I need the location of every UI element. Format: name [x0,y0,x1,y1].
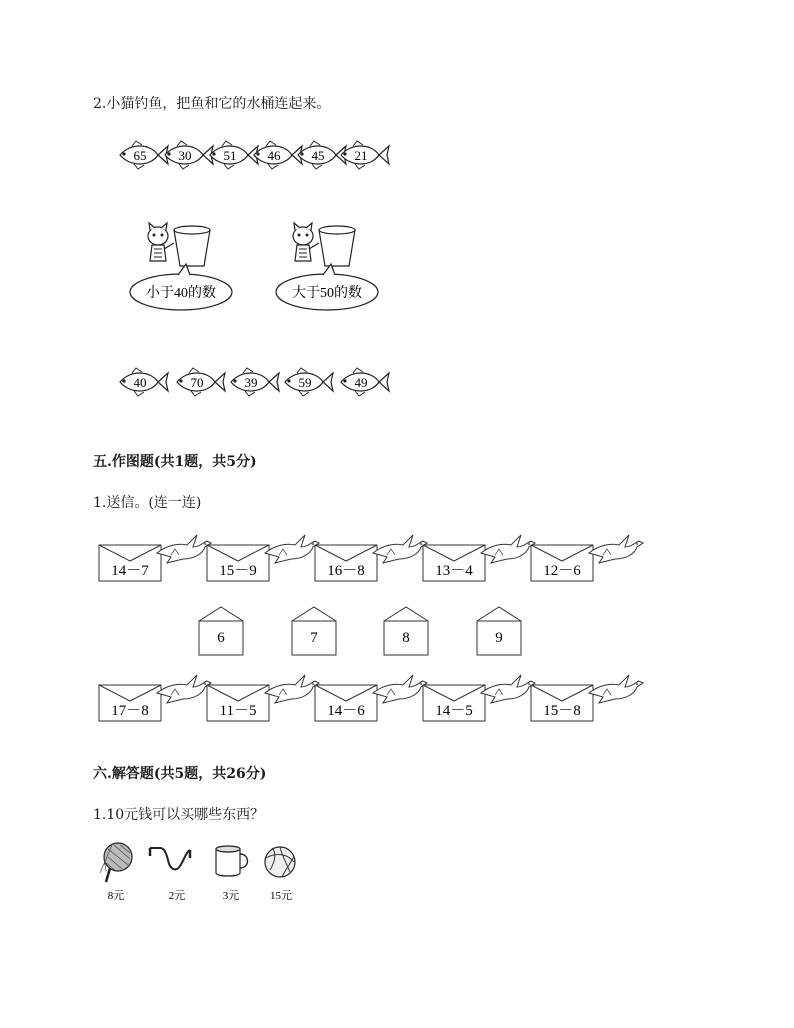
envelope-expression: 17－8 [111,703,149,719]
fish-number: 65 [133,148,147,163]
fish[interactable] [120,368,168,396]
house-number: 6 [217,630,225,646]
section-6-q1-text: 1.10元钱可以买哪些东西？ [93,807,265,823]
envelope-expression: 13－4 [435,563,473,579]
fish-top-row [120,141,389,169]
fish[interactable] [231,368,279,396]
fish-bottom-row [120,368,389,396]
cat-icon [148,223,174,261]
shop-items [100,843,295,902]
envelope-expression: 14－5 [435,703,473,719]
envelope-card[interactable] [315,675,427,721]
house[interactable] [199,607,243,655]
fish-number: 21 [354,148,368,163]
envelope-card[interactable] [423,535,535,581]
envelope-top-row [99,535,643,581]
price-label: 3元 [222,890,240,902]
fish-number: 30 [178,148,192,163]
jump-rope-icon[interactable] [150,848,190,869]
section-6-title: 六.解答题(共5题，共26分) [93,766,267,782]
price-label: 2元 [168,890,186,902]
fish-number: 46 [267,148,281,163]
envelope-card[interactable] [99,675,211,721]
volleyball-icon[interactable] [265,847,295,877]
envelope-expression: 14－7 [111,563,149,579]
envelope-card[interactable] [531,535,643,581]
racket-icon[interactable] [100,843,132,882]
house-row [199,607,521,655]
envelope-card[interactable] [423,675,535,721]
fish[interactable] [120,141,168,169]
envelope-card[interactable] [99,535,211,581]
fish[interactable] [341,368,389,396]
envelope-card[interactable] [207,535,319,581]
fish-number: 51 [223,148,237,163]
envelope-expression: 11－5 [219,703,257,719]
house-number: 9 [495,630,503,646]
fish-number: 40 [133,375,147,390]
cup-icon[interactable] [216,846,248,876]
envelope-card[interactable] [531,675,643,721]
cat-bucket-left[interactable] [130,223,232,310]
envelope-bottom-row [99,675,643,721]
cat-bucket-right[interactable] [276,223,378,310]
bucket-label: 大于50的数 [292,286,362,301]
fish-number: 70 [190,375,204,390]
bucket-icon [174,230,210,266]
fish[interactable] [341,141,389,169]
envelope-expression: 15－8 [543,703,581,719]
house-number: 8 [402,630,410,646]
price-label: 15元 [270,890,292,902]
envelope-expression: 14－6 [327,703,365,719]
price-label: 8元 [107,890,125,902]
fish[interactable] [254,141,302,169]
envelope-card[interactable] [207,675,319,721]
envelope-expression: 16－8 [327,563,365,579]
house[interactable] [384,607,428,655]
bucket-label: 小于40的数 [146,286,216,301]
fish[interactable] [177,368,225,396]
envelope-card[interactable] [315,535,427,581]
fish[interactable] [298,141,346,169]
envelope-expression: 12－6 [543,563,581,579]
fish-number: 49 [354,375,368,390]
fish-number: 45 [311,148,325,163]
fish[interactable] [165,141,213,169]
section-5-q1-text: 1.送信。(连一连) [93,495,202,511]
fish[interactable] [210,141,258,169]
envelope-expression: 15－9 [219,563,257,579]
house[interactable] [477,607,521,655]
bucket-icon [319,230,355,266]
house-number: 7 [310,630,318,646]
fish-number: 39 [244,375,258,390]
question-2-text: 2.小猫钓鱼，把鱼和它的水桶连起来。 [93,96,331,112]
cat-icon [293,223,319,261]
fish-number: 59 [298,375,312,390]
section-5-title: 五.作图题(共1题，共5分) [93,454,257,470]
fish[interactable] [285,368,333,396]
house[interactable] [292,607,336,655]
